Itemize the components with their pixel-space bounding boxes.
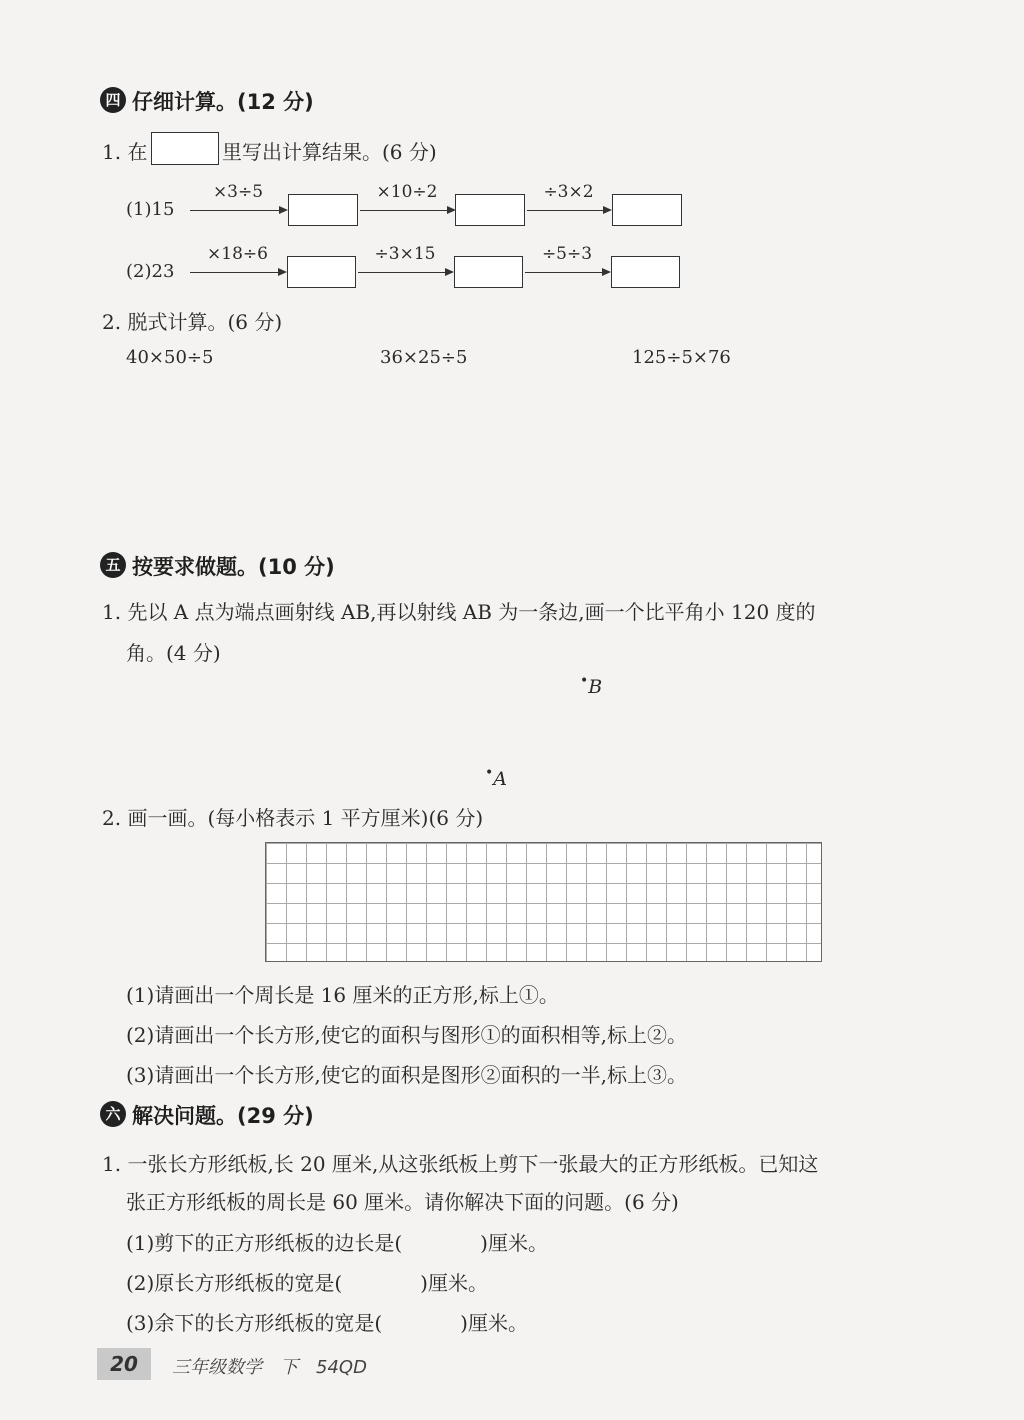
point-a: •A (485, 765, 507, 790)
q5-2-prompt: 2. 画一画。(每小格表示 1 平方厘米)(6 分) (102, 806, 484, 830)
arrow-icon (190, 210, 286, 211)
row1-start: (1)15 (126, 199, 175, 220)
arrow-icon (527, 210, 610, 211)
expr-3: 125÷5×76 (632, 347, 731, 368)
q6-1-a1: (1)剪下的正方形纸板的边长是( )厘米。 (126, 1231, 548, 1255)
section-5-title: 按要求做题。(10 分) (132, 555, 335, 579)
expr-1: 40×50÷5 (126, 347, 214, 368)
q5-2-sub2: (2)请画出一个长方形,使它的面积与图形①的面积相等,标上②。 (126, 1023, 688, 1047)
arrow-icon (358, 272, 452, 273)
q5-1-line2: 角。(4 分) (126, 641, 221, 665)
drawing-grid[interactable] (265, 842, 822, 962)
arrow-icon (525, 272, 609, 273)
point-b: •B (580, 673, 603, 698)
answer-box-2-2[interactable] (454, 256, 523, 288)
row2-op3: ÷5÷3 (541, 244, 593, 264)
page-number: 20 (97, 1348, 151, 1380)
answer-box-1-2[interactable] (455, 194, 525, 226)
row2-op2: ÷3×15 (374, 244, 436, 264)
q6-1-a3: (3)余下的长方形纸板的宽是( )厘米。 (126, 1311, 528, 1335)
section-5-heading (100, 551, 335, 581)
section-6-heading (100, 1100, 314, 1130)
row1-op3: ÷3×2 (543, 182, 594, 202)
row2-start: (2)23 (126, 261, 175, 282)
section-4-badge: 四 (100, 87, 126, 113)
row1-op1: ×3÷5 (212, 182, 264, 202)
answer-box-2-3[interactable] (611, 256, 680, 288)
q4-1-prompt: 1. 在 (102, 140, 148, 164)
q6-1-line1: 1. 一张长方形纸板,长 20 厘米,从这张纸板上剪下一张最大的正方形纸板。已知这 (102, 1152, 819, 1176)
q6-1-a2: (2)原长方形纸板的宽是( )厘米。 (126, 1271, 488, 1295)
q6-1-line2: 张正方形纸板的周长是 60 厘米。请你解决下面的问题。(6 分) (126, 1190, 679, 1214)
section-5-badge: 五 (100, 552, 126, 578)
q5-2-sub1: (1)请画出一个周长是 16 厘米的正方形,标上①。 (126, 983, 559, 1007)
row2-op1: ×18÷6 (207, 244, 268, 264)
expr-2: 36×25÷5 (380, 347, 468, 368)
answer-box-1-3[interactable] (612, 194, 682, 226)
q4-1-instruction: 里写出计算结果。(6 分) (222, 140, 437, 164)
row1-op2: ×10÷2 (376, 182, 438, 202)
section-4-heading (100, 86, 314, 116)
arrow-icon (360, 210, 454, 211)
footer-title: 三年级数学 下 54QD (172, 1357, 367, 1378)
section-4-title: 仔细计算。(12 分) (132, 90, 314, 114)
arrow-icon (190, 272, 285, 273)
q4-1-example-box (151, 132, 219, 165)
q4-2-prompt: 2. 脱式计算。(6 分) (102, 310, 283, 334)
q5-1-line1: 1. 先以 A 点为端点画射线 AB,再以射线 AB 为一条边,画一个比平角小 120 度的 (102, 600, 816, 624)
answer-box-2-1[interactable] (287, 256, 356, 288)
q5-2-sub3: (3)请画出一个长方形,使它的面积是图形②面积的一半,标上③。 (126, 1063, 688, 1087)
answer-box-1-1[interactable] (288, 194, 358, 226)
section-6-title: 解决问题。(29 分) (132, 1104, 314, 1128)
section-6-badge: 六 (100, 1101, 126, 1127)
